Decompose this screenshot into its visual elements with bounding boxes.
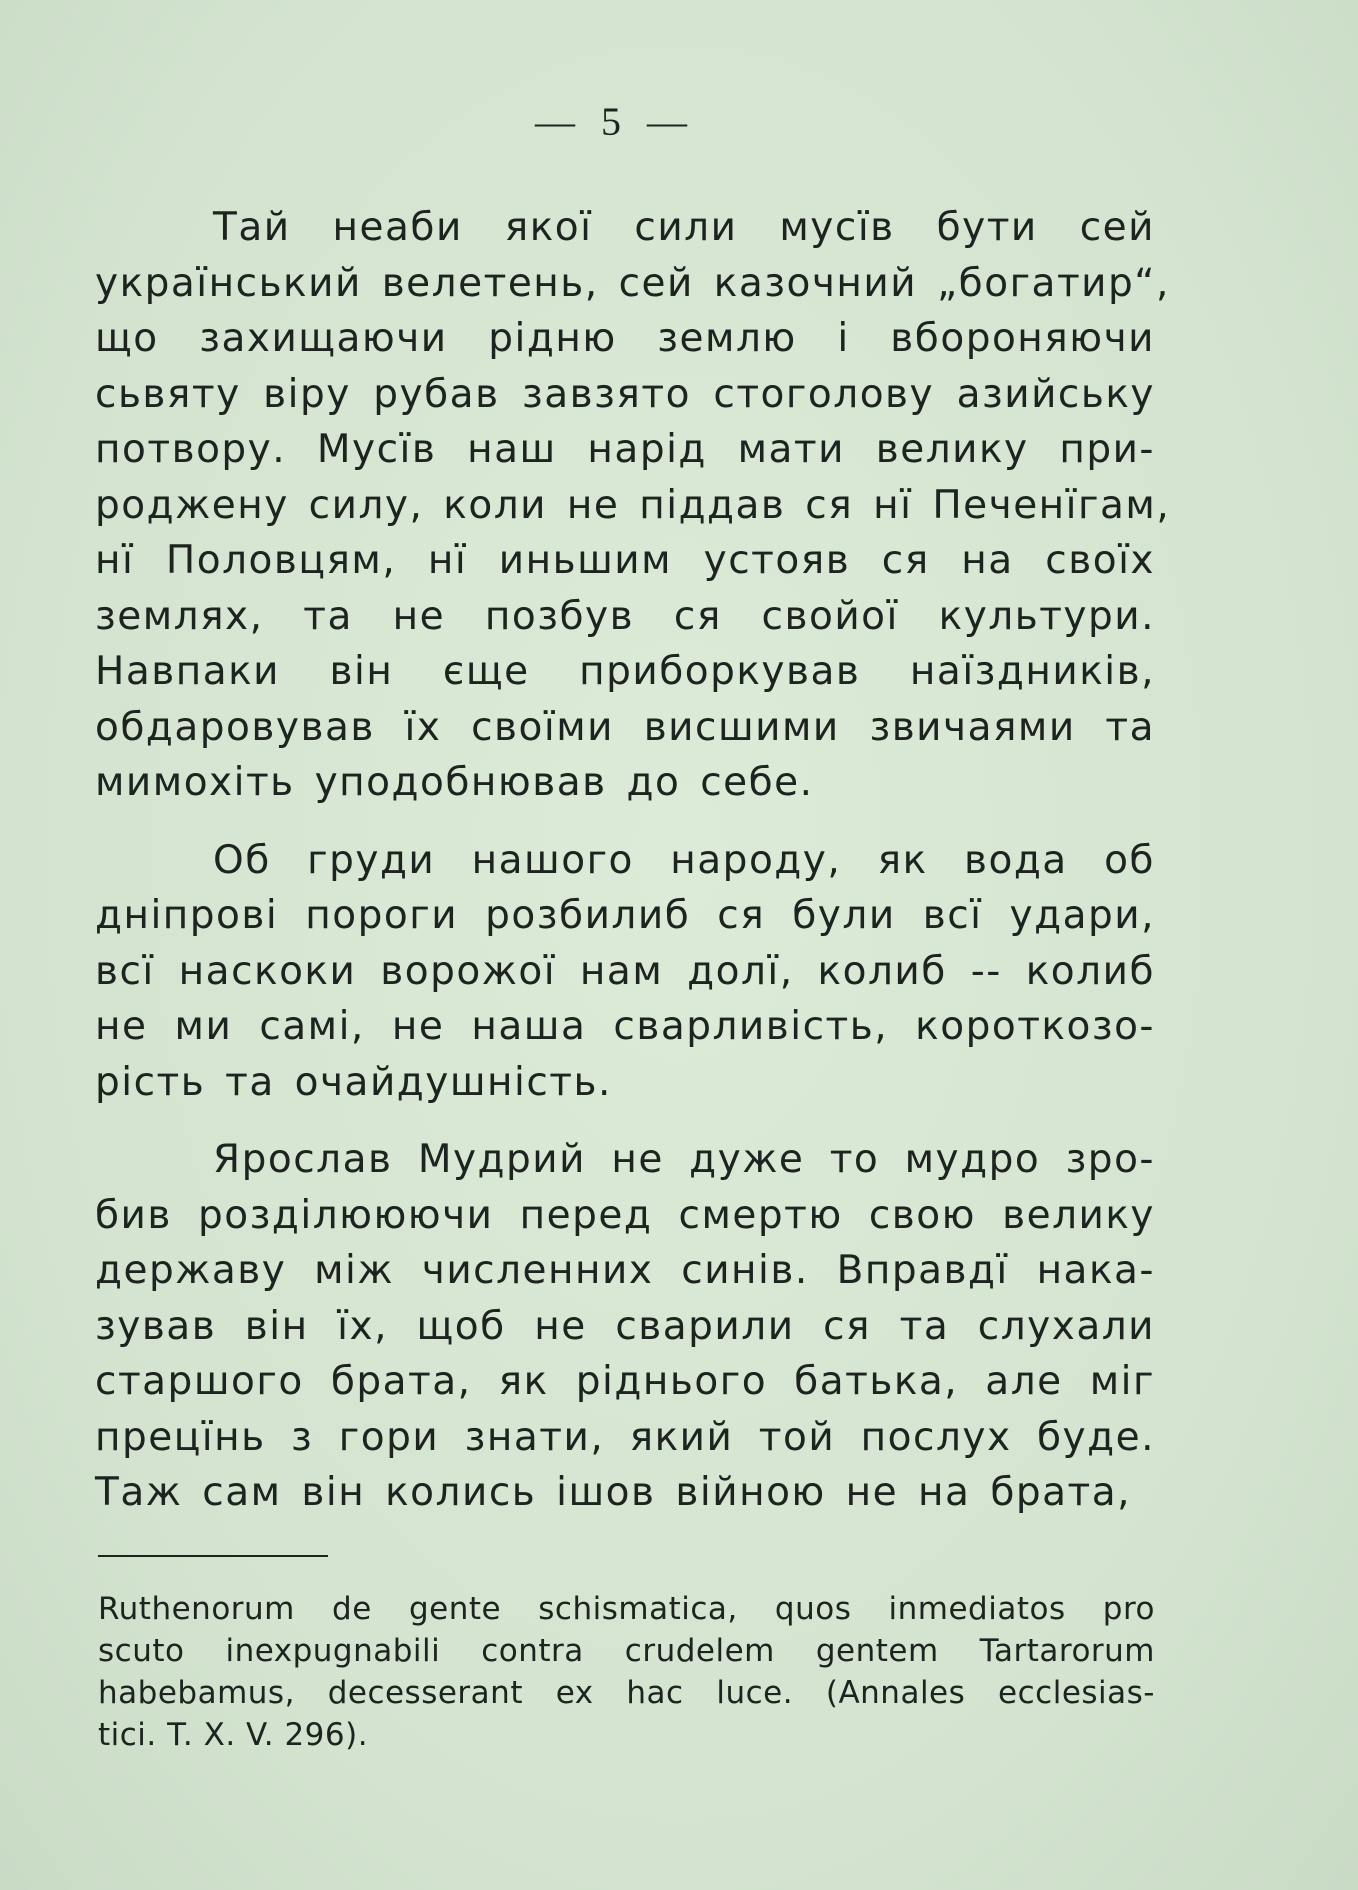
text-line: прецїнь з гори знати, який той послух буде.: [95, 1414, 1155, 1460]
page-number: — 5 —: [535, 99, 695, 144]
footnote-divider: [98, 1555, 328, 1557]
text-line: мимохіть уподобнював до себе.: [95, 760, 814, 805]
text-line: старшого брата, як ріднього батька, але міг: [95, 1359, 1155, 1404]
text-line: землях, та не позбув ся свойої культури.: [95, 593, 1155, 639]
text-line: рість та очайдушність.: [95, 1059, 612, 1105]
text-line: бив розділююючи перед смертю свою велику: [95, 1192, 1155, 1238]
text-line: сьвяту віру рубав завзято стоголову азийську: [95, 371, 1155, 417]
text-line: нї Половцям, нї иньшим устояв ся на своїх: [95, 538, 1155, 583]
footnote-line: Ruthenorum de gente schismatica, quos inmediatos pro: [98, 1591, 1155, 1627]
text-line: державу між численних синів. Вправдї нака-: [95, 1248, 1155, 1293]
text-line: дніпрові пороги розбилиб ся були всї удари,: [95, 893, 1155, 938]
paragraph: [95, 200, 1171, 811]
text-line: Навпаки він єще приборкував наїздників,: [95, 649, 1155, 694]
footnote: [98, 1588, 1155, 1756]
text-line: Об груди нашого народу, як вода об: [213, 837, 1155, 883]
text-line: зував він їх, щоб не сварили ся та слухали: [95, 1303, 1155, 1349]
footnote-line: habebamus, decesserant ex hac luce. (Annales ecclesias-: [98, 1675, 1155, 1711]
text-line: Тай неаби якої сили мусїв бути сей: [213, 205, 1155, 250]
paragraph: [95, 833, 1155, 1111]
footnote-line: tici. T. X. V. 296).: [98, 1717, 369, 1753]
paragraph: [95, 1132, 1155, 1521]
text-line: роджену силу, коли не піддав ся нї Печенїгам,: [95, 482, 1171, 528]
text-line: Ярослав Мудрий не дуже то мудро зро-: [213, 1137, 1155, 1182]
body-text: [95, 200, 1171, 1543]
text-line: обдаровував їх своїми висшими звичаями та: [95, 704, 1155, 750]
footnote-line: scuto inexpugnabili contra crudelem gentem Tartarorum: [98, 1633, 1155, 1669]
text-line: Таж сам він колись ішов війною не на брата,: [95, 1470, 1132, 1515]
text-line: що захищаючи рідню землю і вбороняючи: [95, 316, 1155, 361]
text-line: український велетень, сей казочний „богатир“,: [95, 260, 1170, 306]
text-line: не ми самі, не наша сварливість, короткозо-: [95, 1004, 1155, 1049]
text-line: потвору. Мусїв наш нарід мати велику при-: [95, 427, 1155, 472]
text-line: всї наскоки ворожої нам долї, колиб -- колиб: [95, 948, 1155, 994]
